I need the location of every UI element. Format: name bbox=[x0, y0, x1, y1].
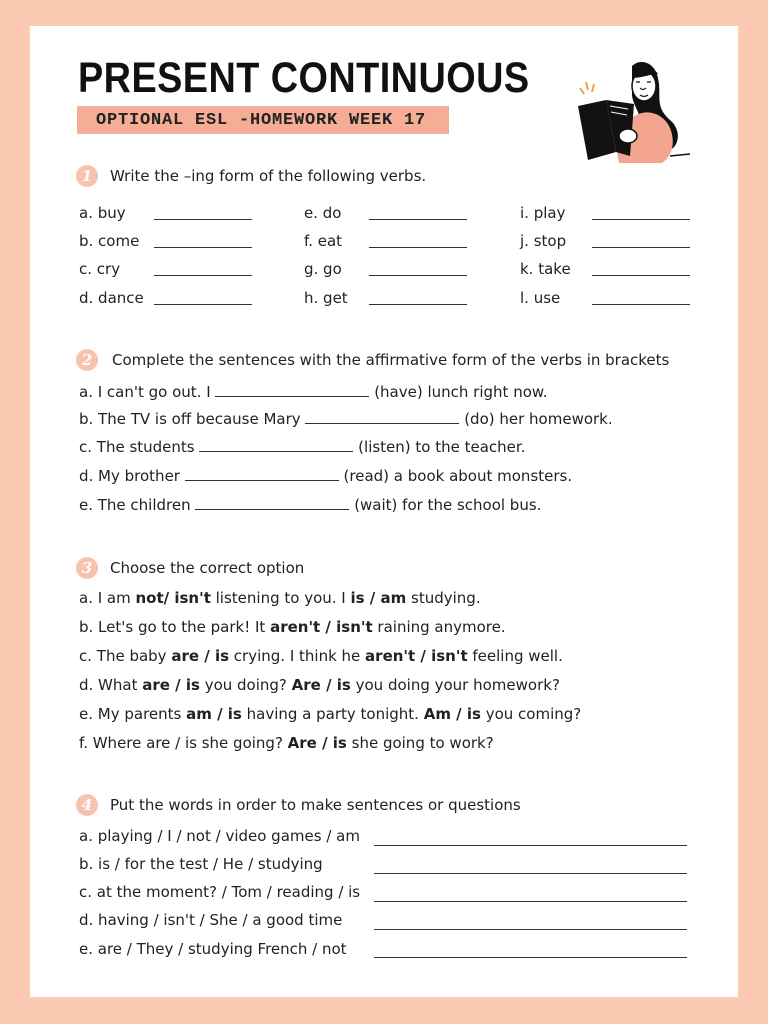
answer-blank[interactable] bbox=[592, 219, 690, 220]
sentence-item bbox=[79, 437, 525, 457]
answer-blank[interactable] bbox=[369, 247, 467, 248]
verb-item: i. play bbox=[520, 204, 566, 222]
sentence-end: (wait) for the school bus. bbox=[354, 496, 542, 514]
answer-blank[interactable] bbox=[592, 275, 690, 276]
section-instruction: Choose the correct option bbox=[110, 559, 305, 577]
sentence-start: e. The children bbox=[79, 496, 191, 514]
sentence-part: e. My parents bbox=[79, 705, 187, 723]
answer-line[interactable] bbox=[374, 929, 687, 930]
answer-blank[interactable] bbox=[592, 304, 690, 305]
sentence-part: c. The baby bbox=[79, 647, 172, 665]
option-pair[interactable]: Are / is bbox=[287, 734, 347, 752]
option-pair[interactable]: are / is bbox=[142, 676, 200, 694]
sentence-end: (read) a book about monsters. bbox=[343, 467, 573, 485]
sentence-part: d. What bbox=[79, 676, 143, 694]
section-number-badge: 1 bbox=[76, 165, 98, 187]
section-number-badge: 4 bbox=[76, 794, 98, 816]
answer-blank[interactable] bbox=[154, 275, 252, 276]
choice-sentence bbox=[79, 704, 581, 724]
verb-item: e. do bbox=[304, 204, 342, 222]
verb-item: a. buy bbox=[79, 204, 126, 222]
answer-line[interactable] bbox=[374, 873, 687, 874]
verb-item: h. get bbox=[304, 289, 348, 307]
verb-item: k. take bbox=[520, 260, 571, 278]
verb-item: l. use bbox=[520, 289, 561, 307]
answer-blank[interactable] bbox=[185, 466, 339, 481]
option-pair[interactable]: Am / is bbox=[423, 705, 481, 723]
verb-item: f. eat bbox=[304, 232, 343, 250]
sentence-item bbox=[79, 382, 548, 402]
sentence-end: (do) her homework. bbox=[464, 410, 613, 428]
option-pair[interactable]: aren't / isn't bbox=[365, 647, 468, 665]
sentence-part: having a party tonight. bbox=[241, 705, 424, 723]
option-pair[interactable]: not/ isn't bbox=[135, 589, 211, 607]
woman-reading-book-icon bbox=[570, 48, 700, 163]
answer-blank[interactable] bbox=[154, 304, 252, 305]
answer-blank[interactable] bbox=[215, 382, 369, 397]
answer-blank[interactable] bbox=[154, 247, 252, 248]
choice-sentence bbox=[79, 675, 560, 695]
section-instruction: Put the words in order to make sentences or questions bbox=[110, 796, 521, 814]
option-pair[interactable]: is / am bbox=[350, 589, 407, 607]
sentence-start: d. My brother bbox=[79, 467, 180, 485]
sentence-part: b. Let's go to the park! It bbox=[79, 618, 271, 636]
sentence-start: a. I can't go out. I bbox=[79, 383, 211, 401]
sentence-part: a. I am bbox=[79, 589, 136, 607]
answer-blank[interactable] bbox=[369, 219, 467, 220]
page-subtitle: OPTIONAL ESL -HOMEWORK WEEK 17 bbox=[77, 106, 449, 134]
worksheet-page bbox=[30, 26, 738, 997]
sentence-item bbox=[79, 466, 572, 486]
sentence-part: you doing your homework? bbox=[350, 676, 560, 694]
sentence-part: studying. bbox=[406, 589, 481, 607]
verb-item: j. stop bbox=[520, 232, 567, 250]
answer-blank[interactable] bbox=[592, 247, 690, 248]
section-number-badge: 3 bbox=[76, 557, 98, 579]
answer-line[interactable] bbox=[374, 901, 687, 902]
sentence-part: f. Where are / is she going? bbox=[79, 734, 288, 752]
option-pair[interactable]: am / is bbox=[186, 705, 242, 723]
sentence-part: she going to work? bbox=[346, 734, 494, 752]
word-order-item: d. having / isn't / She / a good time bbox=[79, 911, 343, 929]
answer-blank[interactable] bbox=[154, 219, 252, 220]
sentence-item bbox=[79, 495, 541, 515]
choice-sentence bbox=[79, 646, 563, 666]
answer-blank[interactable] bbox=[195, 495, 349, 510]
answer-line[interactable] bbox=[374, 845, 687, 846]
verb-item: g. go bbox=[304, 260, 342, 278]
verb-item: b. come bbox=[79, 232, 140, 250]
sentence-start: c. The students bbox=[79, 438, 195, 456]
word-order-item: e. are / They / studying French / not bbox=[79, 940, 347, 958]
sentence-item bbox=[79, 409, 613, 429]
word-order-item: c. at the moment? / Tom / reading / is bbox=[79, 883, 361, 901]
sentence-part: you doing? bbox=[199, 676, 292, 694]
sentence-part: crying. I think he bbox=[229, 647, 366, 665]
sentence-part: you coming? bbox=[480, 705, 582, 723]
sentence-part: feeling well. bbox=[467, 647, 563, 665]
choice-sentence bbox=[79, 733, 494, 753]
verb-item: c. cry bbox=[79, 260, 121, 278]
answer-blank[interactable] bbox=[305, 409, 459, 424]
verb-item: d. dance bbox=[79, 289, 144, 307]
section-instruction: Write the –ing form of the following verbs. bbox=[110, 167, 427, 185]
choice-sentence bbox=[79, 588, 481, 608]
answer-blank[interactable] bbox=[369, 304, 467, 305]
sentence-end: (have) lunch right now. bbox=[374, 383, 548, 401]
answer-blank[interactable] bbox=[369, 275, 467, 276]
option-pair[interactable]: are / is bbox=[171, 647, 230, 665]
sentence-part: listening to you. I bbox=[210, 589, 351, 607]
sentence-start: b. The TV is off because Mary bbox=[79, 410, 301, 428]
answer-blank[interactable] bbox=[199, 437, 353, 452]
answer-line[interactable] bbox=[374, 957, 687, 958]
sentence-part: raining anymore. bbox=[372, 618, 506, 636]
section-number-badge: 2 bbox=[76, 349, 98, 371]
sentence-end: (listen) to the teacher. bbox=[358, 438, 526, 456]
choice-sentence bbox=[79, 617, 506, 637]
word-order-item: b. is / for the test / He / studying bbox=[79, 855, 323, 873]
option-pair[interactable]: Are / is bbox=[291, 676, 351, 694]
word-order-item: a. playing / I / not / video games / am bbox=[79, 827, 360, 845]
option-pair[interactable]: aren't / isn't bbox=[270, 618, 373, 636]
page-title: PRESENT CONTINUOUS bbox=[78, 54, 530, 102]
section-instruction: Complete the sentences with the affirmative form of the verbs in brackets bbox=[112, 351, 670, 369]
